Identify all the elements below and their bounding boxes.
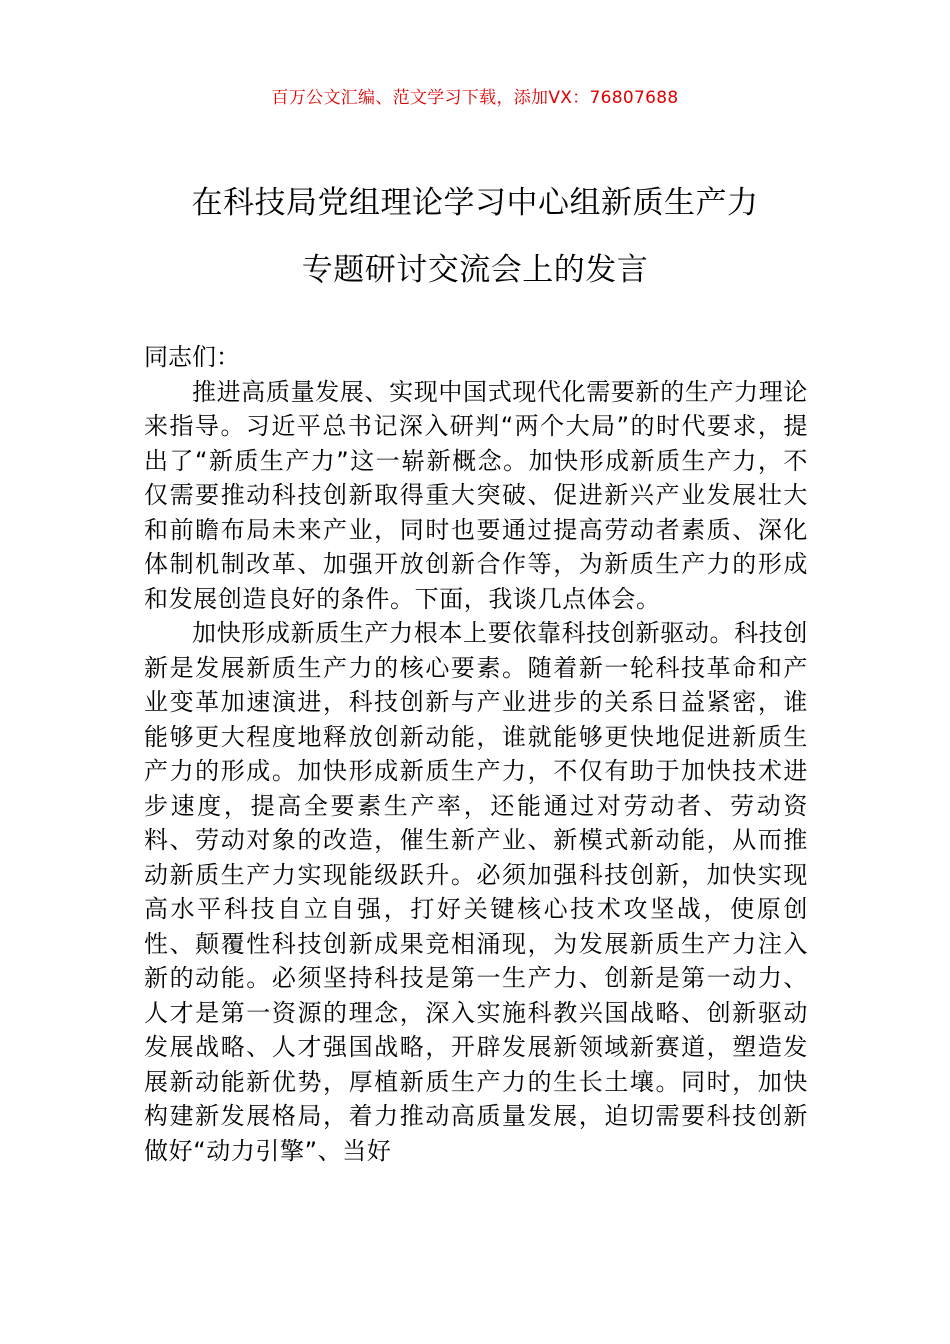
document-title-line-1: 在科技局党组理论学习中心组新质生产力: [191, 185, 759, 221]
salutation: 同志们：: [144, 343, 240, 371]
document-title-line-2: 专题研讨交流会上的发言: [301, 252, 649, 288]
document-body: [144, 340, 808, 1168]
paragraph-intro: 推进高质量发展、实现中国式现代化需要新的生产力理论来指导。习近平总书记深入研判“两个大局”的时代要求，提出了“新质生产力”这一崭新概念。加快形成新质生产力，不仅需要推动科技创新取得重大突破、促进新兴产业发展壮大和前瞻布局未来产业，同时也要通过提高劳动者素质、深化体制机制改革、加强开放创新合作等，为新质生产力的形成和发展创造良好的条件。下面，我谈几点体会。: [144, 377, 808, 613]
paragraph-tech-innovation: 加快形成新质生产力根本上要依靠科技创新驱动。科技创新是发展新质生产力的核心要素。随着新一轮科技革命和产业变革加速演进，科技创新与产业进步的关系日益紧密，谁能够更大程度地释放创新动能，谁就能够更快地促进新质生产力的形成。加快形成新质生产力，不仅有助于加快技术进步速度，提高全要素生产率，还能通过对劳动者、劳动资料、劳动对象的改造，催生新产业、新模式新动能，从而推动新质生产力实现能级跃升。必须加强科技创新，加快实现高水平科技自立自强，打好关键核心技术攻坚战，使原创性、颠覆性科技创新成果竞相涌现，为发展新质生产力注入新的动能。必须坚持科技是第一生产力、创新是第一动力、人才是第一资源的理念，深入实施科教兴国战略、创新驱动发展战略、人才强国战略，开辟发展新领域新赛道，塑造发展新动能新优势，厚植新质生产力的生长土壤。同时，加快构建新发展格局，着力推动高质量发展，迫切需要科技创新做好“动力引擎”、当好: [144, 619, 808, 1165]
header-download-note: 百万公文汇编、范文学习下载，添加VX：76807688: [271, 88, 679, 108]
